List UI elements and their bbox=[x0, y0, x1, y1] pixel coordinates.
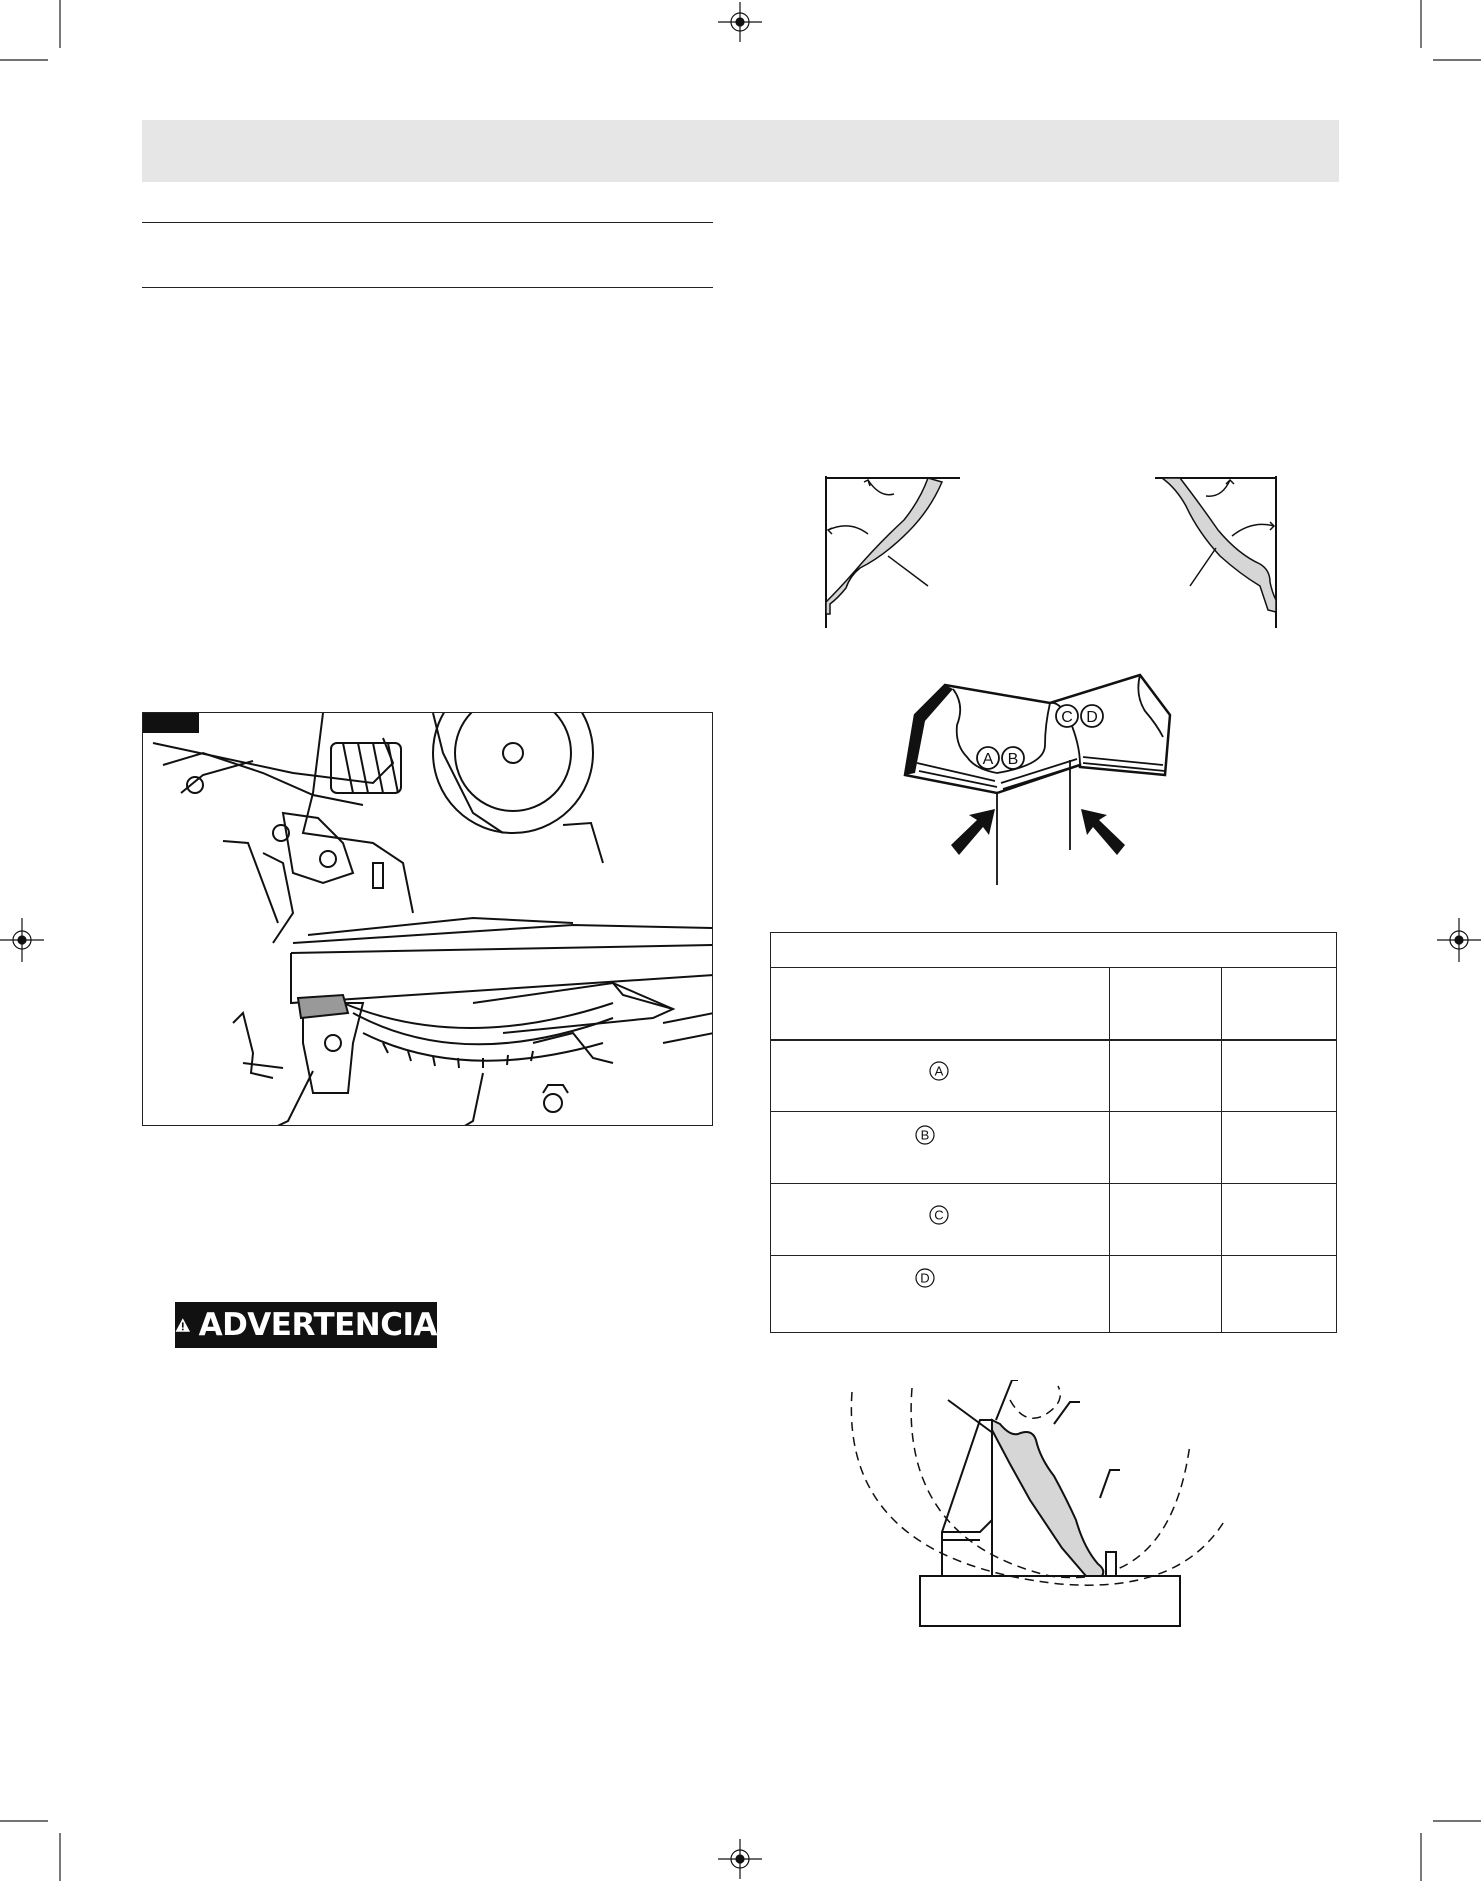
section-rule-bottom bbox=[142, 287, 713, 288]
warning-badge bbox=[175, 1302, 437, 1348]
table-row-letter-text: A bbox=[934, 1063, 944, 1079]
table-row-letter-text: B bbox=[920, 1127, 930, 1143]
table-column-rule bbox=[1109, 967, 1110, 1332]
right-crown-profile bbox=[1162, 478, 1276, 612]
letter-A-text: A bbox=[982, 751, 994, 768]
table-row-letter bbox=[929, 1061, 949, 1081]
registration-mark-right bbox=[1437, 918, 1481, 962]
table-row-letter bbox=[915, 1125, 935, 1145]
corner-molding-diagram bbox=[895, 665, 1185, 890]
table-row-letter bbox=[929, 1205, 949, 1225]
saw-figure bbox=[142, 712, 713, 1126]
left-crown-profile bbox=[826, 478, 942, 614]
figure-number-tag bbox=[143, 713, 199, 733]
registration-mark-bottom bbox=[718, 1839, 762, 1879]
molding-on-table-diagram bbox=[840, 1380, 1240, 1630]
warning-triangle-icon bbox=[175, 1310, 191, 1340]
miter-saw-illustration bbox=[143, 713, 713, 1126]
letter-B-text: B bbox=[1007, 751, 1019, 768]
table-row-rule bbox=[771, 1183, 1336, 1184]
arrow-right-icon bbox=[1081, 809, 1125, 855]
table-row-letter-text: D bbox=[920, 1270, 930, 1286]
crown-molding-on-table bbox=[992, 1420, 1103, 1576]
registration-mark-left bbox=[0, 918, 44, 962]
crown-profile-diagrams bbox=[820, 470, 1290, 630]
table-row-rule bbox=[771, 1111, 1336, 1112]
table-row-rule bbox=[771, 1255, 1336, 1256]
header-band bbox=[142, 120, 1339, 182]
letter-C-text: C bbox=[1061, 709, 1073, 726]
table-row-letter-text: C bbox=[934, 1207, 944, 1223]
registration-mark-top bbox=[718, 2, 762, 42]
table-row-letter bbox=[915, 1268, 935, 1288]
arrow-left-icon bbox=[951, 809, 995, 855]
table-header-rule bbox=[771, 967, 1336, 968]
table-column-rule bbox=[1221, 967, 1222, 1332]
letter-D-text: D bbox=[1086, 709, 1098, 726]
settings-table bbox=[770, 932, 1337, 1333]
warning-label: ADVERTENCIA bbox=[198, 1307, 437, 1343]
table-column-header-rule bbox=[771, 1039, 1336, 1041]
section-rule-top bbox=[142, 222, 713, 223]
